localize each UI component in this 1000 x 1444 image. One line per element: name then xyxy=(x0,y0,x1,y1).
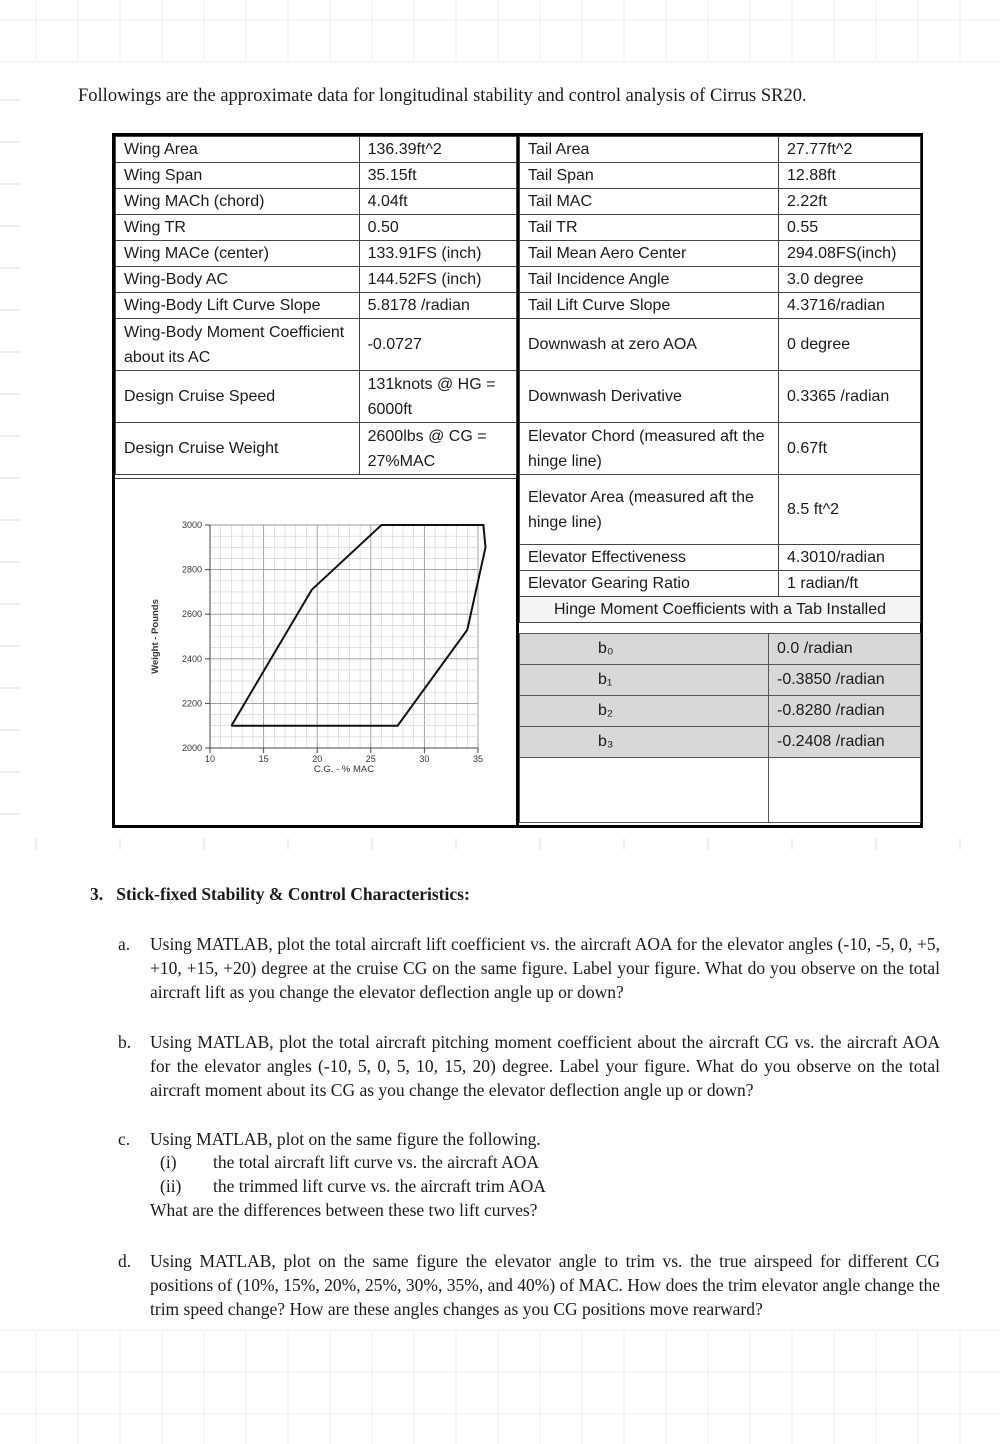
x-tick-label: 15 xyxy=(258,754,269,764)
row-label: Tail Incidence Angle xyxy=(520,267,779,293)
table-row xyxy=(520,137,921,163)
table-row xyxy=(520,293,921,319)
table-row xyxy=(520,634,921,665)
table-row xyxy=(520,241,921,267)
row-label: Wing TR xyxy=(116,215,360,241)
question-label: b. xyxy=(118,1032,132,1052)
coef-value: -0.8280 /radian xyxy=(769,696,921,727)
y-tick-label: 2800 xyxy=(181,564,202,575)
row-label: Tail TR xyxy=(520,215,779,241)
row-label: Tail Area xyxy=(520,137,779,163)
row-label: Design Cruise Speed xyxy=(116,371,360,423)
sub-number: (ii) xyxy=(160,1176,182,1196)
question-text: Using MATLAB, plot on the same figure the following. xyxy=(150,1129,541,1149)
wing-data-table xyxy=(115,136,517,475)
coef-value: -0.2408 /radian xyxy=(769,727,921,758)
y-axis-label: Weight - Pounds xyxy=(150,599,161,674)
row-label: Wing-Body Moment Coefficient about its AC xyxy=(116,319,360,371)
question-text: Using MATLAB, plot on the same figure the elevator angle to trim vs. the true airspeed for different CG positions of (10%, 15%, 20%, 25%, 30%, 35%, and 40%) of MAC. How does the trim elevator angle change the trim speed change? How are these angles changes as you CG positions move rearward? xyxy=(150,1251,940,1319)
x-tick-label: 35 xyxy=(472,754,484,764)
row-label: Elevator Gearing Ratio xyxy=(520,571,779,597)
question-label: d. xyxy=(118,1251,132,1271)
table-row xyxy=(520,189,921,215)
table-row xyxy=(116,137,517,163)
tail-data-table xyxy=(519,136,921,623)
x-tick-label: 25 xyxy=(365,754,376,764)
table-row xyxy=(520,163,921,189)
table-row xyxy=(116,371,517,423)
row-label: Elevator Area (measured aft the hinge line) xyxy=(520,475,779,545)
table-row xyxy=(520,475,921,545)
row-label: Wing MACh (chord) xyxy=(116,189,360,215)
empty-cell xyxy=(520,758,769,823)
table-row xyxy=(116,241,517,267)
row-label: Tail MAC xyxy=(520,189,779,215)
hinge-title-row xyxy=(520,597,921,623)
sub-text: the trimmed lift curve vs. the aircraft trim AOA xyxy=(213,1176,546,1196)
table-row xyxy=(116,163,517,189)
coef-symbol: b₂ xyxy=(520,696,769,727)
row-value: 27.77ft^2 xyxy=(779,137,921,163)
x-tick-label: 10 xyxy=(204,754,216,764)
cg-envelope-chart xyxy=(115,479,516,825)
row-value: 8.5 ft^2 xyxy=(779,475,921,545)
table-row xyxy=(116,189,517,215)
row-value: 0.67ft xyxy=(779,423,921,475)
y-tick-label: 2000 xyxy=(181,743,202,753)
question-label: a. xyxy=(118,934,131,954)
row-label: Design Cruise Weight xyxy=(116,423,360,475)
row-label: Wing Area xyxy=(116,137,360,163)
row-value: 144.52FS (inch) xyxy=(359,267,516,293)
table-row xyxy=(520,545,921,571)
row-value: 294.08FS(inch) xyxy=(779,241,921,267)
section-number: 3. xyxy=(90,884,104,904)
table-row xyxy=(520,727,921,758)
table-row xyxy=(520,571,921,597)
row-label: Wing MACe (center) xyxy=(116,241,360,267)
x-tick-label: 30 xyxy=(419,754,430,764)
intro-text: Followings are the approximate data for longitudinal stability and control analysis of Cirrus SR20. xyxy=(78,86,807,106)
row-value: 0 degree xyxy=(779,319,921,371)
row-label: Tail Mean Aero Center xyxy=(520,241,779,267)
y-tick-label: 2400 xyxy=(181,653,202,664)
row-label: Downwash Derivative xyxy=(520,371,779,423)
row-label: Tail Lift Curve Slope xyxy=(520,293,779,319)
table-row xyxy=(520,665,921,696)
row-value: 12.88ft xyxy=(779,163,921,189)
row-value: 4.04ft xyxy=(359,189,516,215)
row-value: 0.3365 /radian xyxy=(779,371,921,423)
question-text: Using MATLAB, plot the total aircraft pitching moment coefficient about the aircraft CG vs. the aircraft AOA for the elevator angles (-10, 5, 0, 5, 10, 15, 20) degree. Label your figure. What do you observe on the total aircraft moment about its CG as you change the elevator deflection angle up or down? xyxy=(150,1032,940,1100)
closing-text: What are the differences between these two lift curves? xyxy=(150,1200,538,1220)
row-value: 131knots @ HG = 6000ft xyxy=(359,371,516,423)
row-value: -0.0727 xyxy=(359,319,516,371)
sub-text: the total aircraft lift curve vs. the aircraft AOA xyxy=(213,1152,540,1172)
row-value: 2.22ft xyxy=(779,189,921,215)
row-value: 133.91FS (inch) xyxy=(359,241,516,267)
hinge-title: Hinge Moment Coefficients with a Tab Installed xyxy=(520,597,921,623)
table-row xyxy=(520,696,921,727)
table-row xyxy=(520,319,921,371)
row-value: 1 radian/ft xyxy=(779,571,921,597)
row-label: Elevator Effectiveness xyxy=(520,545,779,571)
row-value: 2600lbs @ CG = 27%MAC xyxy=(359,423,516,475)
coef-value: -0.3850 /radian xyxy=(769,665,921,696)
question-text: Using MATLAB, plot the total aircraft lift coefficient vs. the aircraft AOA for the elevator angles (-10, -5, 0, +5, +10, +15, +20) degree at the cruise CG on the same figure. Label your figure. What do you observe on the total aircraft lift as you change the elevator deflection angle up or down? xyxy=(150,934,940,1002)
y-tick-label: 2600 xyxy=(181,609,202,620)
table-row xyxy=(116,423,517,475)
row-value: 4.3716/radian xyxy=(779,293,921,319)
table-row xyxy=(116,319,517,371)
y-tick-label: 2200 xyxy=(181,698,202,709)
section-heading xyxy=(90,884,470,905)
row-label: Elevator Chord (measured aft the hinge line) xyxy=(520,423,779,475)
row-value: 4.3010/radian xyxy=(779,545,921,571)
table-row xyxy=(520,371,921,423)
coef-symbol: b₃ xyxy=(520,727,769,758)
row-label: Tail Span xyxy=(520,163,779,189)
row-value: 0.55 xyxy=(779,215,921,241)
row-value: 5.8178 /radian xyxy=(359,293,516,319)
section-title: Stick-fixed Stability & Control Characteristics: xyxy=(116,884,470,904)
empty-cell xyxy=(769,758,921,823)
row-label: Downwash at zero AOA xyxy=(520,319,779,371)
row-label: Wing-Body AC xyxy=(116,267,360,293)
table-row xyxy=(520,215,921,241)
cg-envelope-panel xyxy=(115,478,516,826)
row-value: 35.15ft xyxy=(359,163,516,189)
coef-symbol: b₁ xyxy=(520,665,769,696)
table-row xyxy=(116,293,517,319)
y-tick-label: 3000 xyxy=(181,520,202,530)
row-value: 0.50 xyxy=(359,215,516,241)
row-label: Wing Span xyxy=(116,163,360,189)
row-label: Wing-Body Lift Curve Slope xyxy=(116,293,360,319)
empty-row xyxy=(520,758,921,823)
table-row xyxy=(520,267,921,293)
question-label: c. xyxy=(118,1129,131,1149)
table-row xyxy=(520,423,921,475)
coef-value: 0.0 /radian xyxy=(769,634,921,665)
x-axis-label: C.G. - % MAC xyxy=(313,764,375,775)
hinge-coefficients-table xyxy=(519,633,921,823)
table-row xyxy=(116,267,517,293)
row-value: 3.0 degree xyxy=(779,267,921,293)
table-row xyxy=(116,215,517,241)
row-value: 136.39ft^2 xyxy=(359,137,516,163)
coef-symbol: b₀ xyxy=(520,634,769,665)
x-tick-label: 20 xyxy=(312,754,323,764)
sub-number: (i) xyxy=(160,1152,177,1172)
